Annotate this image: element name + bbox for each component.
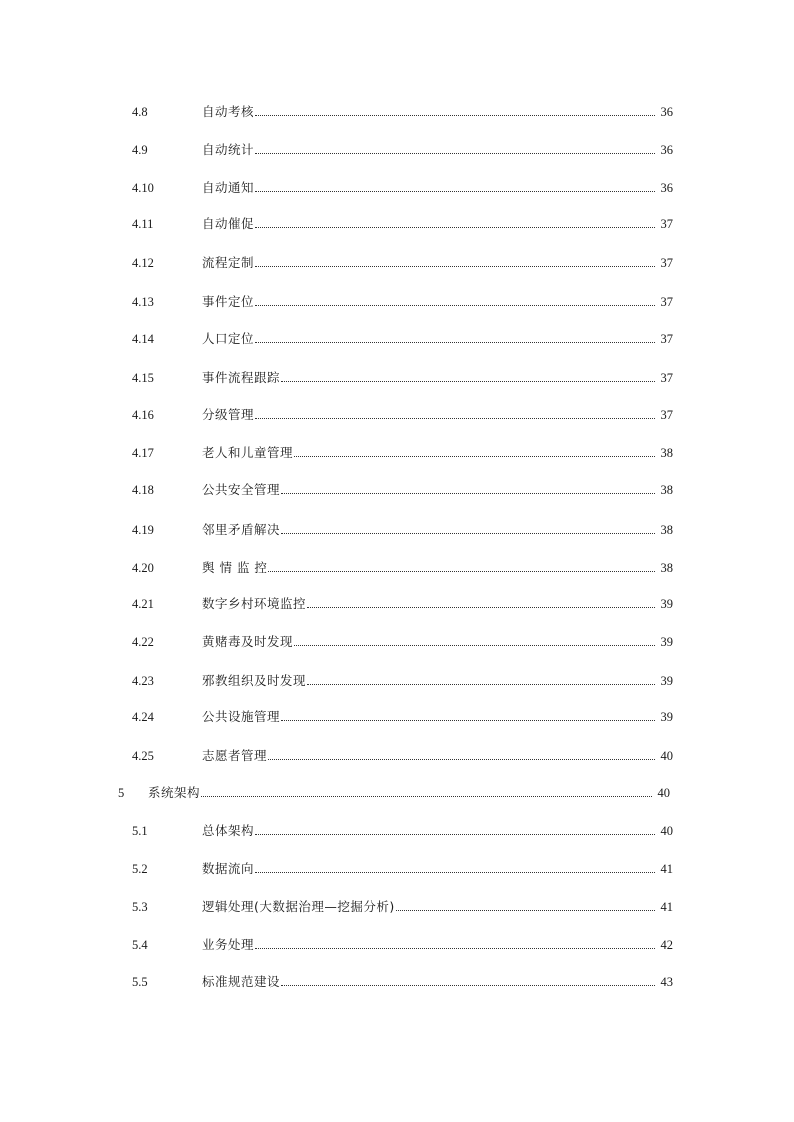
toc-entry[interactable] [132,329,673,349]
page-number: 41 [660,900,673,914]
section-title: 逻辑处理(大数据治理—挖掘分析) [202,899,395,914]
section-title: 志愿者管理 [202,748,268,763]
page-number: 37 [660,256,673,270]
page-number: 40 [660,749,673,763]
section-title: 公共设施管理 [202,709,281,724]
page-number: 36 [660,181,673,195]
section-number: 4.12 [132,256,154,270]
page-number: 38 [660,561,673,575]
page-number: 40 [657,786,670,800]
toc-entry[interactable] [132,214,673,234]
page-number: 37 [660,295,673,309]
section-number: 4.19 [132,523,154,537]
dot-leader [307,683,655,685]
dot-leader [268,758,655,760]
page-number: 42 [660,938,673,952]
section-number: 4.21 [132,597,154,611]
section-title: 邻里矛盾解决 [202,522,281,537]
toc-entry[interactable] [132,746,673,766]
section-number: 5.1 [132,824,148,838]
dot-leader [255,226,655,228]
section-title: 数据流向 [202,861,255,876]
section-title: 自动催促 [202,216,255,231]
toc-entry[interactable] [132,972,673,992]
dot-leader [294,644,655,646]
dot-leader [294,455,655,457]
page-number: 41 [660,862,673,876]
dot-leader [281,380,655,382]
section-title: 人口定位 [202,331,255,346]
section-number: 5.2 [132,862,148,876]
toc-entry[interactable] [132,253,673,273]
toc-entry[interactable] [132,821,673,841]
toc-entry[interactable] [132,405,673,425]
dot-leader [201,795,652,797]
section-number: 4.22 [132,635,154,649]
toc-entry[interactable] [132,859,673,879]
page-number: 38 [660,446,673,460]
dot-leader [281,719,655,721]
section-number: 4.20 [132,561,154,575]
page-number: 37 [660,371,673,385]
toc-entry[interactable] [132,368,673,388]
section-number: 4.18 [132,483,154,497]
section-number: 4.9 [132,143,148,157]
section-title: 总体架构 [202,823,255,838]
section-title: 事件定位 [202,294,255,309]
page-number: 36 [660,105,673,119]
toc-entry[interactable] [132,935,673,955]
section-number: 4.16 [132,408,154,422]
section-title: 邪教组织及时发现 [202,673,307,688]
page-number: 39 [660,710,673,724]
dot-leader [281,532,655,534]
page-number: 38 [660,483,673,497]
dot-leader [255,152,655,154]
toc-entry[interactable] [132,102,673,122]
page-number: 36 [660,143,673,157]
section-title: 老人和儿童管理 [202,445,294,460]
page-number: 39 [660,597,673,611]
dot-leader [281,492,655,494]
page-number: 38 [660,523,673,537]
dot-leader [255,871,655,873]
chapter-title: 系统架构 [148,785,201,800]
dot-leader [307,606,655,608]
section-number: 4.15 [132,371,154,385]
section-title: 分级管理 [202,407,255,422]
section-number: 5.3 [132,900,148,914]
dot-leader [255,114,655,116]
section-title: 黄赌毒及时发现 [202,634,294,649]
section-title: 自动通知 [202,180,255,195]
page-number: 43 [660,975,673,989]
section-title: 自动统计 [202,142,255,157]
page-number: 39 [660,635,673,649]
section-number: 4.8 [132,105,148,119]
section-number: 4.25 [132,749,154,763]
section-number: 4.10 [132,181,154,195]
section-title: 自动考核 [202,104,255,119]
toc-entry[interactable] [132,178,673,198]
section-number: 5.4 [132,938,148,952]
section-number: 4.13 [132,295,154,309]
page-number: 40 [660,824,673,838]
toc-entry[interactable] [132,292,673,312]
section-number: 4.17 [132,446,154,460]
dot-leader [281,984,655,986]
dot-leader [255,304,655,306]
section-number: 5.5 [132,975,148,989]
dot-leader [268,570,655,572]
toc-entry[interactable] [132,594,673,614]
section-number: 4.11 [132,217,154,231]
section-title: 数字乡村环境监控 [202,596,307,611]
page-number: 37 [660,217,673,231]
section-number: 4.24 [132,710,154,724]
dot-leader [255,341,655,343]
section-title: 事件流程跟踪 [202,370,281,385]
page-number: 39 [660,674,673,688]
toc-entry[interactable] [132,632,673,652]
dot-leader [255,417,655,419]
section-title: 业务处理 [202,937,255,952]
toc-entry[interactable] [132,707,673,727]
section-title: 标准规范建设 [202,974,281,989]
dot-leader [255,947,655,949]
section-number: 4.14 [132,332,154,346]
dot-leader [255,265,655,267]
toc-entry[interactable] [132,671,673,691]
section-title: 公共安全管理 [202,482,281,497]
toc-entry[interactable] [132,480,673,500]
toc-entry[interactable] [132,140,673,160]
page-number: 37 [660,332,673,346]
section-title: 流程定制 [202,255,255,270]
toc-chapter-entry[interactable] [118,783,670,803]
page-number: 37 [660,408,673,422]
dot-leader [255,190,655,192]
dot-leader [255,833,655,835]
dot-leader [396,909,655,911]
toc-entry[interactable] [132,558,673,578]
toc-entry[interactable] [132,520,673,540]
section-title: 舆 情 监 控 [202,560,268,575]
toc-entry[interactable] [132,443,673,463]
section-number: 4.23 [132,674,154,688]
toc-entry[interactable] [132,897,673,917]
chapter-number: 5 [118,786,125,800]
